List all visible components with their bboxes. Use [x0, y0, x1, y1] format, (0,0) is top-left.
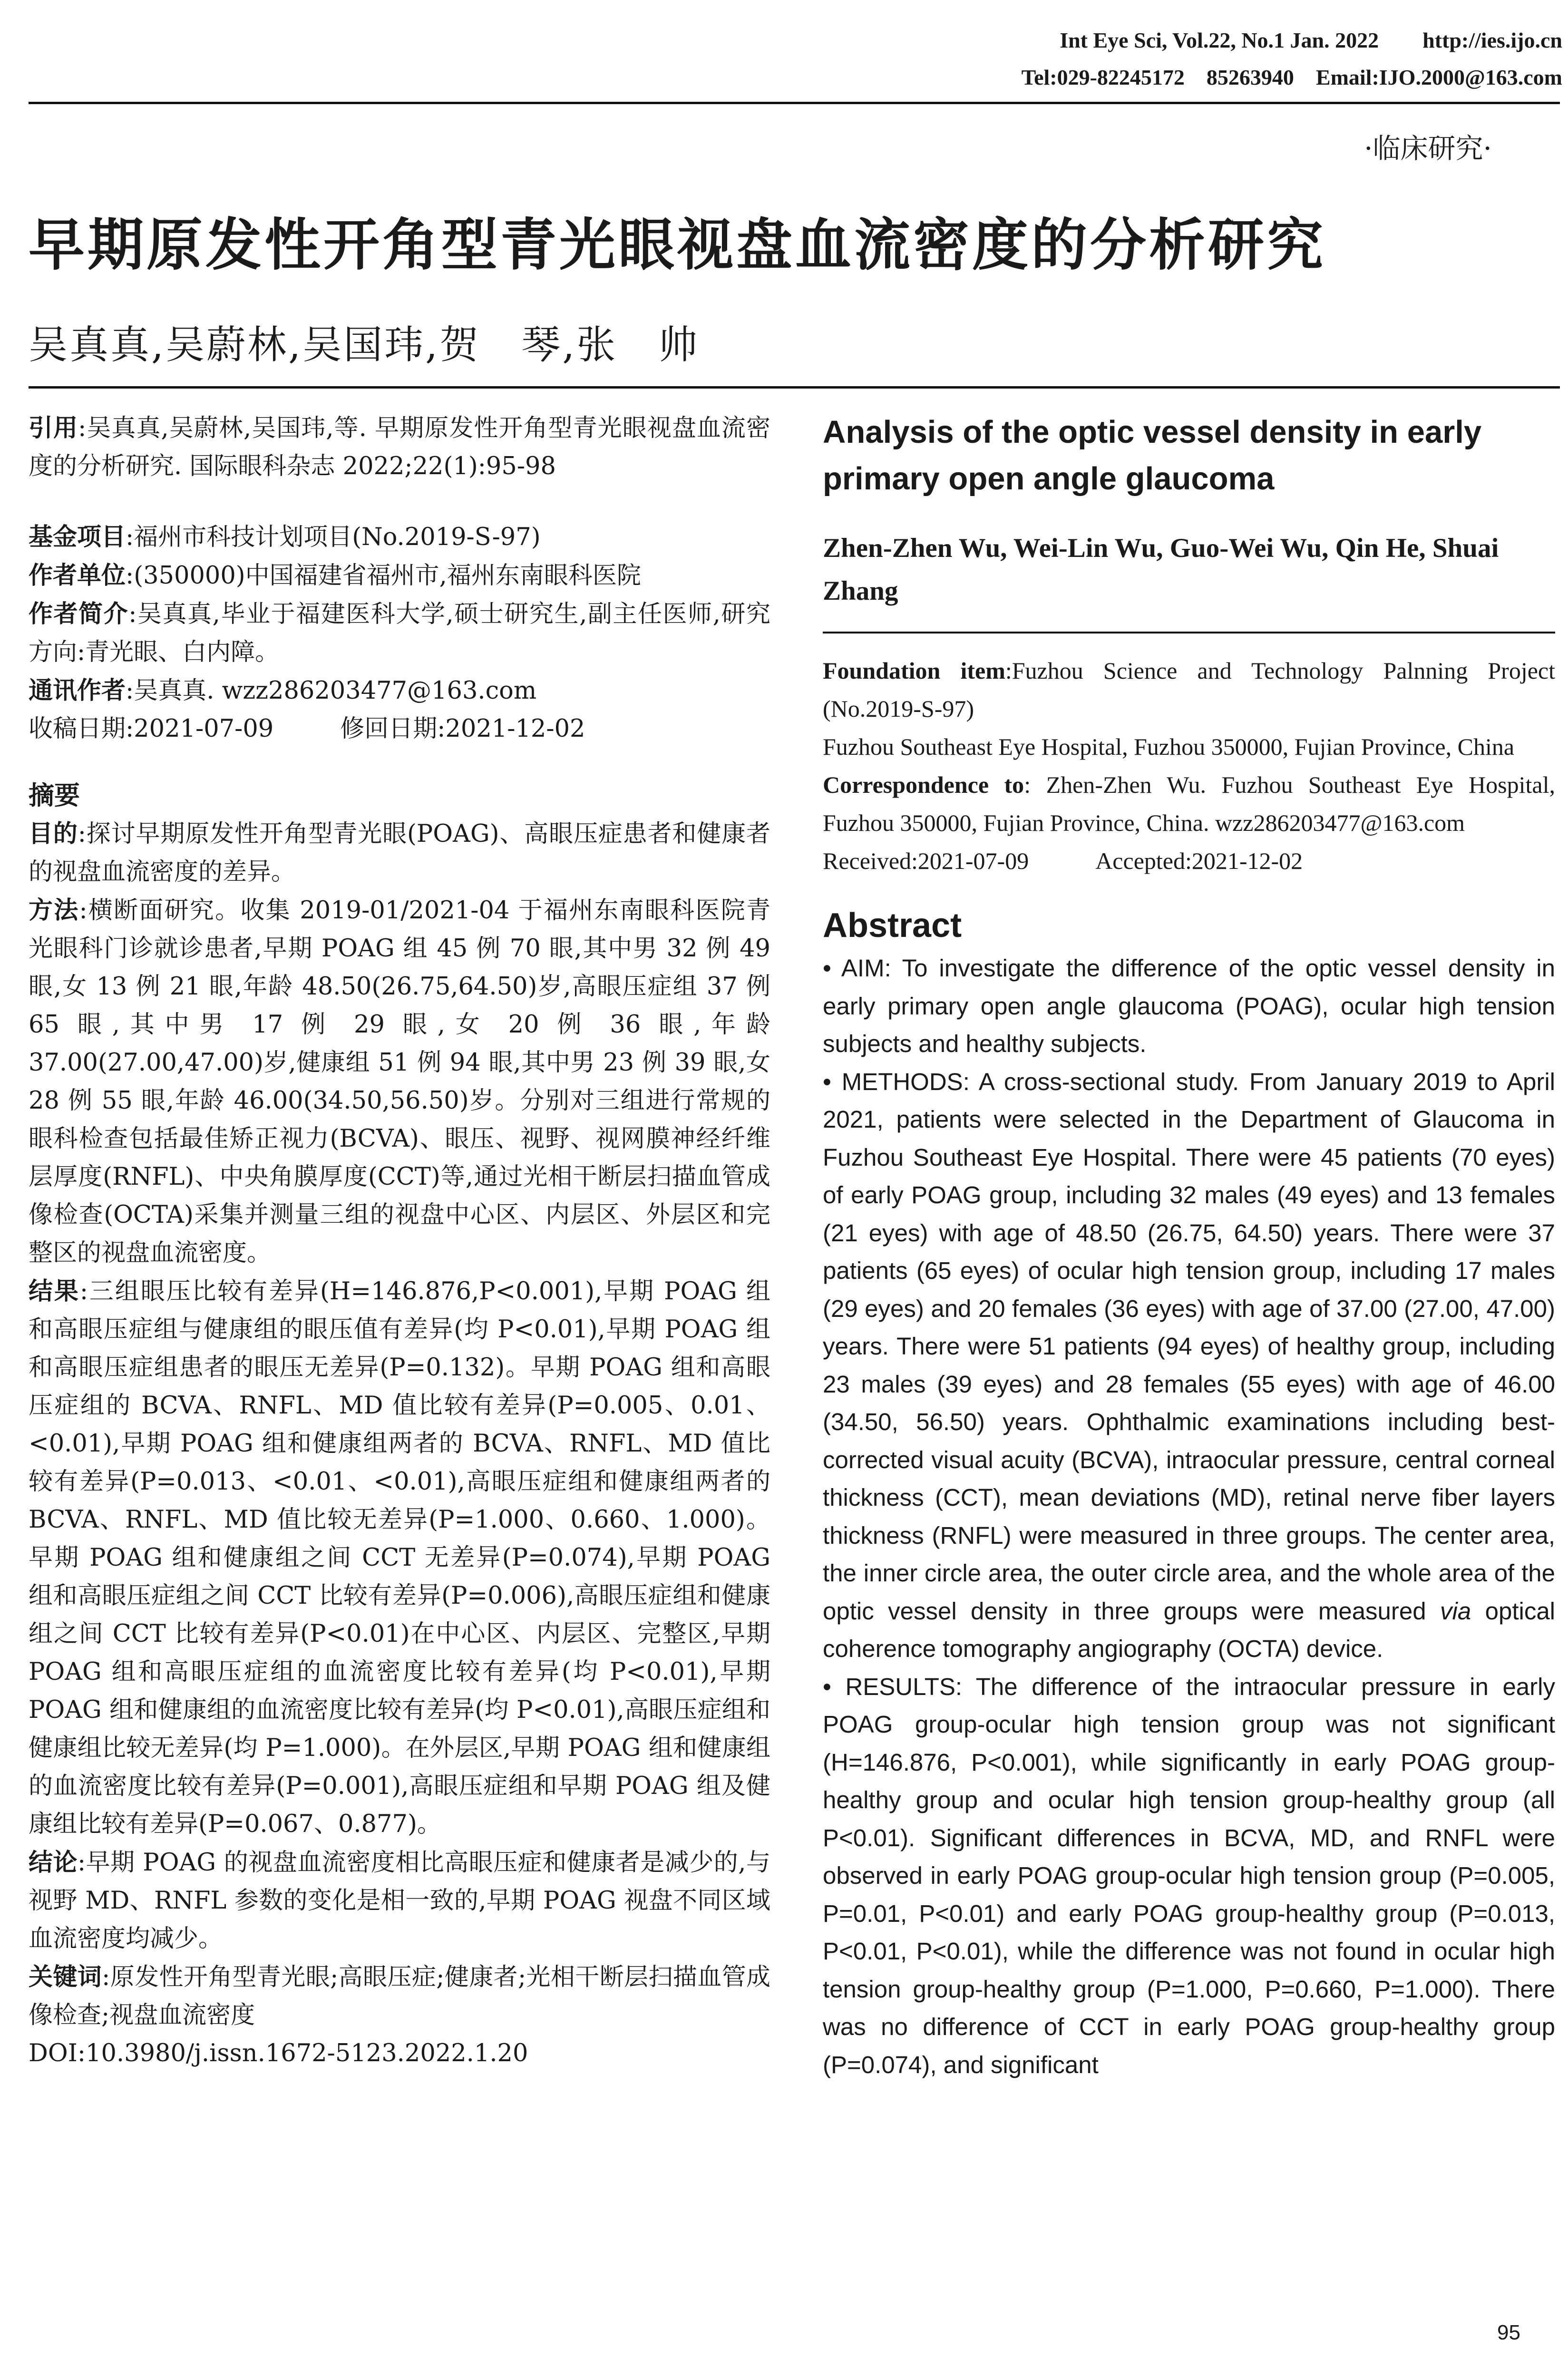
- left-column: [29, 409, 770, 2073]
- article-info: [29, 518, 770, 748]
- citation: [29, 409, 770, 486]
- corr-label: 通讯作者: [29, 676, 126, 705]
- section-tag: ·临床研究·: [1364, 132, 1492, 165]
- objective-label: 目的: [29, 819, 78, 848]
- results-cn: [29, 1272, 770, 1843]
- page-number: 95: [1497, 2321, 1520, 2344]
- date-line: [29, 710, 770, 748]
- received-en: Received:2021-07-09: [823, 848, 1029, 874]
- keywords-cn: [29, 1958, 770, 2035]
- methods-en-text-a: • METHODS: A cross-sectional study. From January 2019 to April 2021, patients were selected in the Department of Glaucoma in Fuzhou Southeast Eye Hospital. There were 45 patients (70 eyes) of early POAG group, including 32 males (49 eyes) and 13 females (21 eyes) with age of 48.50 (26.75, 64.50) years. There were 37 patients (65 eyes) of ocular high tension group, including 17 males (29 eyes) and 20 females (36 eyes) with age of 37.00 (27.00, 47.00) years. There were 51 patients (94 eyes) of healthy group, including 23 males (39 eyes) and 28 females (55 eyes) with age of 46.00 (34.50, 56.50) years. Ophthalmic examinations including best-corrected visual acuity (BCVA), intraocular pressure, central corneal thickness (CCT), mean deviations (MD), retinal nerve fiber layers thickness (RNFL) were measured in three groups. The center area, the inner circle area, the outer circle area, and the whole area of the optic vessel density in three groups were measured: [823, 1068, 1555, 1625]
- corr-text: :吴真真. wzz286203477@163.com: [126, 677, 537, 705]
- foundation-label: Foundation item: [823, 657, 1005, 684]
- right-column: [823, 409, 1555, 2084]
- objective: [29, 815, 770, 891]
- methods-en-via: via: [1440, 1597, 1471, 1625]
- affil-label: 作者单位: [29, 561, 126, 590]
- results-en: • RESULTS: The difference of the intraocular pressure in early POAG group-ocular high tension group was not significant (H=146.876, P<0.001), while significantly in early POAG group-healthy group and ocular high tension group-healthy group (all P<0.01). Significant differences in BCVA, MD, and RNFL were observed in early POAG group-ocular high tension group (P=0.005, P=0.01, P<0.01) and early POAG group-healthy group (P=0.013, P<0.01, P<0.01), while the difference was not found in ocular high tension group-healthy group (P=1.000, P=0.660, P=1.000). There was no difference of CCT in early POAG group-healthy group (P=0.074), and significant: [823, 1673, 1555, 2078]
- fund-text: :福州市科技计划项目(No.2019-S-97): [126, 523, 541, 551]
- revised-date: 修回日期:2021-12-02: [340, 715, 585, 743]
- aim-en: • AIM: To investigate the difference of the optic vessel density in early primary open angle glaucoma (POAG), ocular high tension subjects and healthy subjects.: [823, 955, 1555, 1057]
- keywords-text: :原发性开角型青光眼;高眼压症;健康者;光相干断层扫描血管成像检查;视盘血流密度: [29, 1963, 770, 2029]
- results-text: :三组眼压比较有差异(H=146.876,P<0.001),早期 POAG 组和高眼压症组与健康组的眼压值有差异(均 P<0.01),早期 POAG 组和高眼压症组患者的眼压无差异(P=0.132)。早期 POAG 组和高眼压症组的 BCVA、RNFL、MD 值比较有差异(P=0.005、0.01、<0.01),早期 POAG 组和健康组两者的 BCVA、RNFL、MD 值比较有差异(P=0.013、<0.01、<0.01),高眼压症组和健康组两者的 BCVA、RNFL、MD 值比较无差异(P=1.000、0.660、1.000)。早期 POAG 组和健康组之间 CCT 无差异(P=0.074),早期 POAG 组和高眼压症组之间 CCT 比较有差异(P=0.006),高眼压症组和健康组之间 CCT 比较有差异(P<0.01)在中心区、内层区、完整区,早期 POAG 组和高眼压症组的血流密度比较有差异(均 P<0.01),早期 POAG 组和健康组的血流密度比较有差异(均 P<0.01),高眼压症组和健康组比较无差异(均 P=1.000)。在外层区,早期 POAG 组和健康组的血流密度比较有差异(P=0.001),高眼压症组和早期 POAG 组及健康组比较有差异(P=0.067、0.877)。: [29, 1277, 770, 1838]
- contact-header: Tel:029-82245172 85263940 Email:IJO.2000@163.com: [1021, 65, 1562, 89]
- accepted-en: Accepted:2021-12-02: [1095, 848, 1303, 874]
- affil-line: [29, 556, 770, 595]
- english-dates: [823, 842, 1555, 880]
- authors-cn: 吴真真,吴蔚林,吴国玮,贺 琴,张 帅: [29, 322, 700, 368]
- english-title: Analysis of the optic vessel density in early primary open angle glaucoma: [823, 414, 1482, 497]
- keywords-label: 关键词: [29, 1963, 102, 1991]
- english-authors-rule: [823, 632, 1555, 633]
- conclusion-label: 结论: [29, 1848, 78, 1877]
- abstract-label-cn: 摘要: [29, 780, 80, 810]
- journal-header: Int Eye Sci, Vol.22, No.1 Jan. 2022 http://ies.ijo.cn: [1060, 28, 1562, 52]
- bio-label: 作者简介: [29, 600, 129, 628]
- affil-text: :(350000)中国福建省福州市,福州东南眼科医院: [126, 562, 641, 590]
- bio-text: :吴真真,毕业于福建医科大学,硕士研究生,副主任医师,研究方向:青光眼、白内障。: [29, 600, 770, 666]
- english-article-info: [823, 652, 1555, 880]
- doi: DOI:10.3980/j.issn.1672-5123.2022.1.20: [29, 2039, 528, 2067]
- methods-en-text-b: optical coherence tomography angiography (OCTA) device.: [823, 1597, 1556, 1662]
- methods-text: :横断面研究。收集 2019-01/2021-04 于福州东南眼科医院青光眼科门诊就诊患者,早期 POAG 组 45 例 70 眼,其中男 32 例 49 眼,女 13 例 21 眼,年龄 48.50(26.75,64.50)岁,高眼压症组 37 例 65 眼,其中男 17 例 29 眼,女 20 例 36 眼,年龄 37.00(27.00,47.00)岁,健康组 51 例 94 眼,其中男 23 例 39 眼,女 28 例 55 眼,年龄 46.00(34.50,56.50)岁。分别对三组进行常规的眼科检查包括最佳矫正视力(BCVA)、眼压、视野、视网膜神经纤维层厚度(RNFL)、中央角膜厚度(CCT)等,通过光相干断层扫描血管成像检查(OCTA)采集并测量三组的视盘中心区、内层区、外层区和完整区的视盘血流密度。: [29, 896, 770, 1267]
- header-rule: [29, 102, 1560, 104]
- methods-cn: [29, 891, 770, 1272]
- affiliation-en: Fuzhou Southeast Eye Hospital, Fuzhou 350000, Fujian Province, China: [823, 733, 1515, 760]
- title-rule: [29, 386, 1560, 389]
- results-label: 结果: [29, 1277, 80, 1305]
- conclusion-text: :早期 POAG 的视盘血流密度相比高眼压症和健康者是减少的,与视野 MD、RNFL 参数的变化是相一致的,早期 POAG 视盘不同区域血流密度均减少。: [29, 1849, 770, 1953]
- methods-en: [823, 1063, 1555, 1668]
- correspondence-text: : Zhen-Zhen Wu. Fuzhou Southeast Eye Hospital, Fuzhou 350000, Fujian Province, China. wzz286203477@163.com: [823, 771, 1555, 836]
- citation-label: 引用: [29, 414, 78, 442]
- bio-line: [29, 595, 770, 672]
- fund-label: 基金项目: [29, 523, 126, 551]
- citation-text: :吴真真,吴蔚林,吴国玮,等. 早期原发性开角型青光眼视盘血流密度的分析研究. 国际眼科杂志 2022;22(1):95-98: [29, 414, 770, 480]
- corr-line: [29, 672, 770, 710]
- foundation-text: :Fuzhou Science and Technology Palnning Project (No.2019-S-97): [823, 657, 1556, 722]
- fund-line: [29, 518, 770, 556]
- received-date: 收稿日期:2021-07-09: [29, 715, 274, 743]
- english-authors: Zhen-Zhen Wu, Wei-Lin Wu, Guo-Wei Wu, Qin He, Shuai Zhang: [823, 533, 1499, 606]
- abstract-title: Abstract: [823, 906, 962, 945]
- conclusion-cn: [29, 1843, 770, 1958]
- correspondence-label: Correspondence to: [823, 771, 1024, 798]
- correspondence-line: [823, 766, 1555, 842]
- methods-label: 方法: [29, 896, 79, 925]
- page-title: 早期原发性开角型青光眼视盘血流密度的分析研究: [29, 212, 1326, 278]
- foundation-line: [823, 652, 1555, 728]
- objective-text: :探讨早期原发性开角型青光眼(POAG)、高眼压症患者和健康者的视盘血流密度的差异。: [29, 820, 770, 886]
